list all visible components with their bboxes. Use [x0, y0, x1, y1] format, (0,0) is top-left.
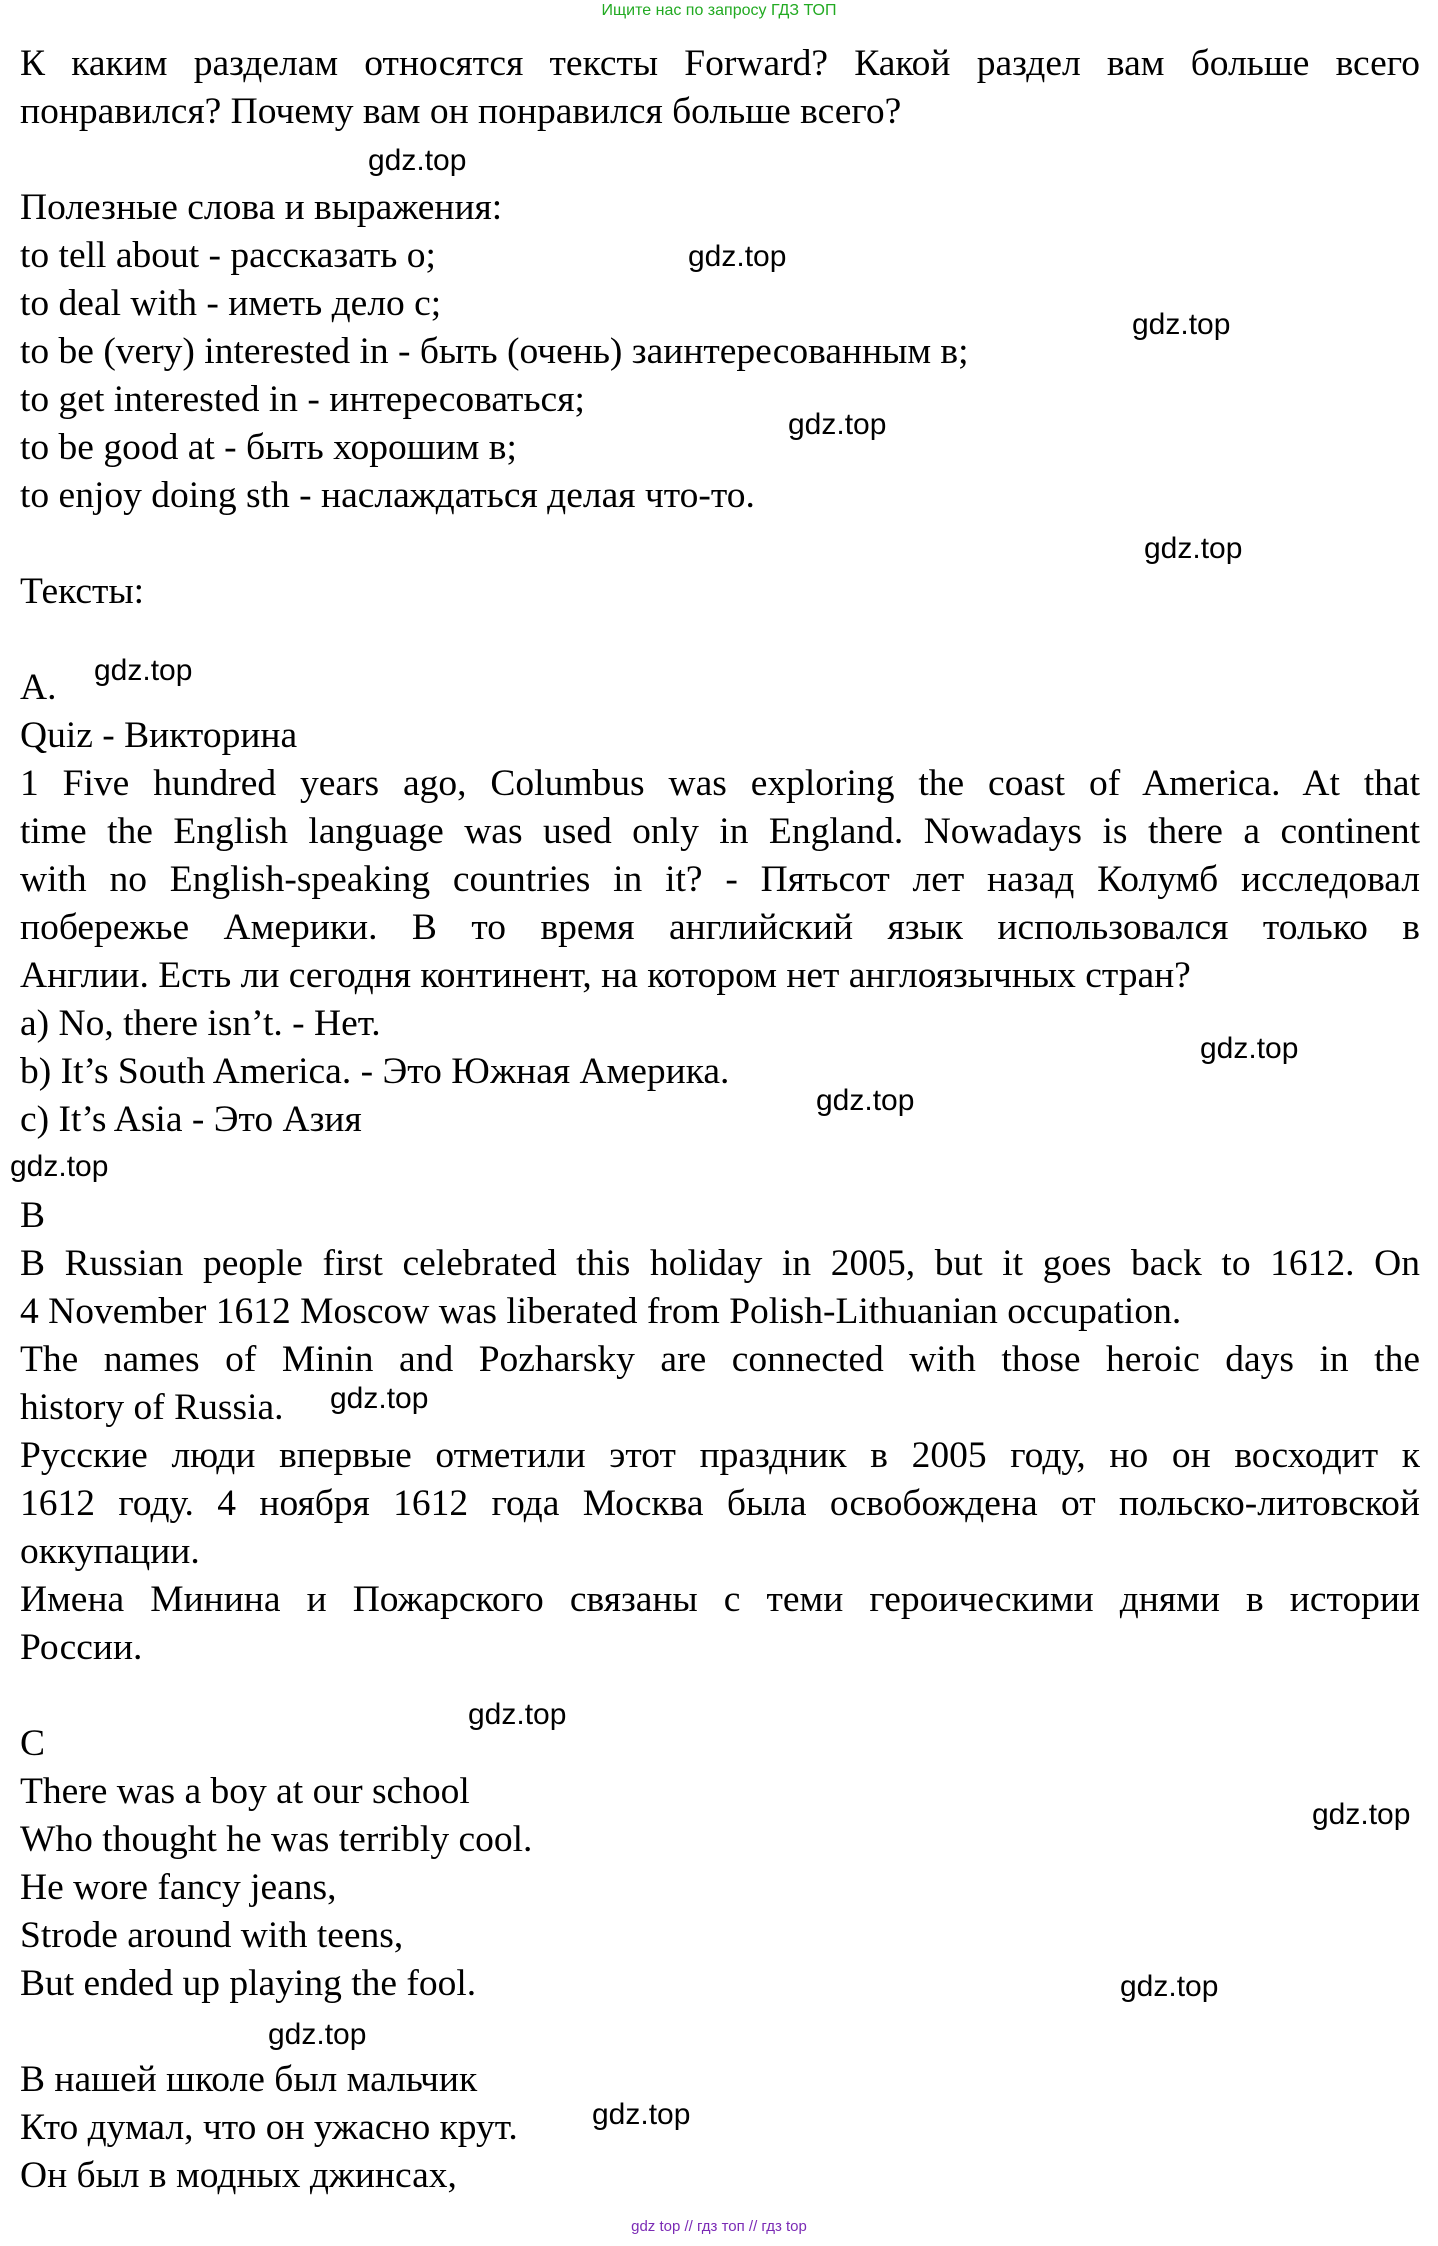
watermark: gdz.top	[1312, 1798, 1411, 1831]
top-banner: Ищите нас по запросу ГДЗ ТОП	[601, 2, 837, 19]
useful-item: to be (very) interested in - быть (очень) заинтересованным в;	[20, 331, 969, 372]
watermark: gdz.top	[1200, 1032, 1299, 1065]
watermark: gdz.top	[1132, 308, 1231, 341]
poem-line: Он был в модных джинсах,	[20, 2155, 457, 2196]
watermark: gdz.top	[816, 1084, 915, 1117]
watermark: gdz.top	[330, 1382, 429, 1415]
useful-title: Полезные слова и выражения:	[20, 187, 503, 228]
section-a-title: Quiz - Викторина	[20, 715, 298, 756]
section-b-line: 4 November 1612 Moscow was liberated from Polish-Lithuanian occupation.	[20, 1291, 1182, 1332]
bottom-banner: gdz top // гдз топ // гдз top	[631, 2218, 807, 2235]
section-a-line: Англии. Есть ли сегодня континент, на котором нет англоязычных стран?	[20, 955, 1191, 996]
quiz-option: a) No, there isn’t. - Нет.	[20, 1003, 381, 1044]
section-b-line: 1612 году. 4 ноября 1612 года Москва была освобождена от польско-литовской	[20, 1483, 1420, 1524]
watermark: gdz.top	[94, 654, 193, 687]
poem-line: There was a boy at our school	[20, 1771, 470, 1812]
section-a-line: побережье Америки. В то время английский язык использовался только в	[20, 907, 1420, 948]
section-a-line: with no English-speaking countries in it? - Пятьсот лет назад Колумб исследовал	[20, 859, 1420, 900]
section-b-line: The names of Minin and Pozharsky are connected with those heroic days in the	[20, 1339, 1420, 1380]
useful-item: to get interested in - интересоваться;	[20, 379, 585, 420]
watermark: gdz.top	[10, 1150, 109, 1183]
watermark: gdz.top	[1120, 1970, 1219, 2003]
poem-line: Who thought he was terribly cool.	[20, 1819, 533, 1860]
useful-item: to enjoy doing sth - наслаждаться делая что-то.	[20, 475, 755, 516]
section-b-line: России.	[20, 1627, 143, 1668]
watermark: gdz.top	[592, 2098, 691, 2131]
poem-line: But ended up playing the fool.	[20, 1963, 477, 2004]
poem-line: Strode around with teens,	[20, 1915, 404, 1956]
quiz-option: c) It’s Asia - Это Азия	[20, 1099, 362, 1140]
section-b-line: оккупации.	[20, 1531, 200, 1572]
document-body	[20, 40, 1420, 2200]
section-a-line: time the English language was used only in England. Nowadays is there a continent	[20, 811, 1420, 852]
section-b-label: B	[20, 1195, 46, 1236]
poem-line: He wore fancy jeans,	[20, 1867, 337, 1908]
useful-item: to tell about - рассказать о;	[20, 235, 436, 276]
question-line: понравился? Почему вам он понравился больше всего?	[20, 91, 902, 132]
section-b-line: Имена Минина и Пожарского связаны с теми героическими днями в истории	[20, 1579, 1420, 1620]
section-a-line: 1 Five hundred years ago, Columbus was exploring the coast of America. At that	[20, 763, 1420, 804]
watermark: gdz.top	[368, 144, 467, 177]
useful-item: to be good at - быть хорошим в;	[20, 427, 517, 468]
question-line: К каким разделам относятся тексты Forward? Какой раздел вам больше всего	[20, 43, 1420, 84]
watermark: gdz.top	[468, 1698, 567, 1731]
useful-item: to deal with - иметь дело с;	[20, 283, 442, 324]
watermark: gdz.top	[788, 408, 887, 441]
quiz-option: b) It’s South America. - Это Южная Америка.	[20, 1051, 730, 1092]
poem-line: Кто думал, что он ужасно крут.	[20, 2107, 518, 2148]
watermark: gdz.top	[688, 240, 787, 273]
watermark: gdz.top	[268, 2018, 367, 2051]
section-b-line: B Russian people first celebrated this holiday in 2005, but it goes back to 1612. On	[20, 1243, 1420, 1284]
poem-line: В нашей школе был мальчик	[20, 2059, 478, 2100]
section-c-label: C	[20, 1723, 46, 1764]
section-a-label: A.	[20, 667, 57, 708]
section-b-line: Русские люди впервые отметили этот праздник в 2005 году, но он восходит к	[20, 1435, 1420, 1476]
texts-title: Тексты:	[20, 571, 145, 612]
watermark: gdz.top	[1144, 532, 1243, 565]
section-b-line: history of Russia.	[20, 1387, 284, 1428]
